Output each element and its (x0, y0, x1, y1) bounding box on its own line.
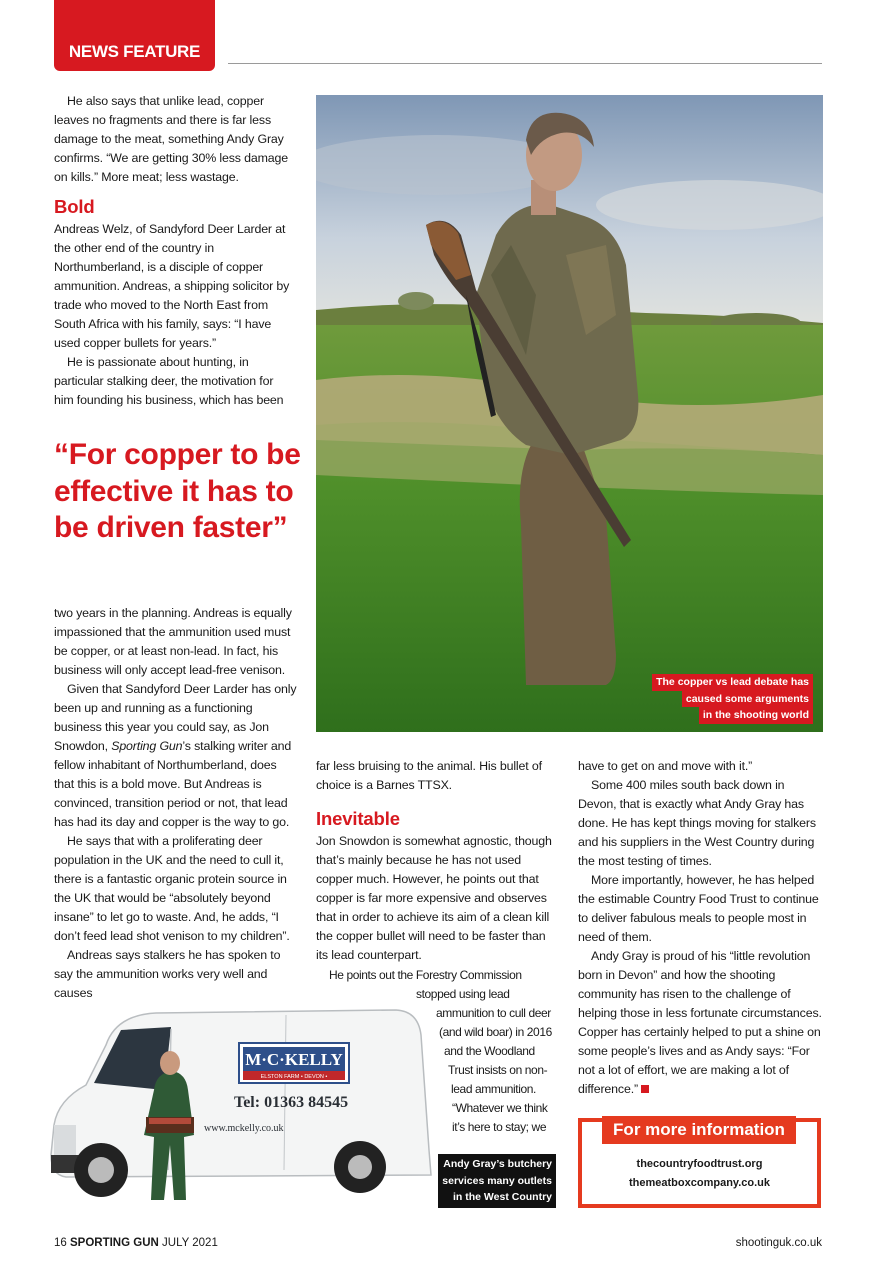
paragraph: far less bruising to the animal. His bullet of choice is a Barnes TTSX. (316, 759, 542, 792)
left-column-bottom (54, 604, 297, 1003)
paragraph: Jon Snowdon is somewhat agnostic, though that’s mainly because he has not used copper much. However, he points out that copper is far more expensive and observes that in order to achieve its aim of a clean kill the copper bullet will need to be faster than its lead counterpart. (316, 834, 552, 962)
header-rule (228, 63, 822, 64)
hunter-photo (316, 95, 823, 732)
footer-site[interactable]: shootinguk.co.uk (735, 1237, 822, 1249)
subheading-inevitable: Inevitable (316, 808, 400, 829)
section-tag: NEWS FEATURE (54, 0, 215, 71)
more-info-box (578, 1118, 821, 1208)
middle-column-wrap: He points out the Forestry Commission stopped using lead ammunition to cull deer (and wild boar) in 2016 and the Woodland Trust insists on non- lead ammunition. “Whatever we think it’s here to stay; we (329, 968, 552, 1134)
link-meatboxcompany[interactable]: themeatboxcompany.co.uk (629, 1177, 770, 1189)
paragraph: He says that with a proliferating deer population in the UK and the need to cull it, there is a fantastic organic protein source in the UK that would be “absolutely beyond insane” to let go to waste. And, he adds, “I don’t feed lead shot venison to my children”. (54, 834, 290, 943)
van-illustration (46, 1005, 436, 1210)
issue-date: JULY 2021 (162, 1237, 218, 1249)
subheading-bold: Bold (54, 196, 95, 217)
magazine-name: SPORTING GUN (70, 1237, 159, 1249)
photo-caption: The copper vs lead debate has caused some arguments in the shooting world (652, 674, 813, 724)
right-column (578, 757, 823, 1099)
paragraph: Some 400 miles south back down in Devon, that is exactly what Andy Gray has done. He has kept things moving for stalkers and his suppliers in the West Country during the most testing of times. (578, 778, 816, 868)
magazine-name-italic: Sporting Gun (111, 739, 183, 753)
paragraph: two years in the planning. Andreas is equally impassioned that the ammunition used must be copper, or at least non-lead. In fact, his business will only accept lead-free venison. (54, 606, 292, 677)
link-countryfoodtrust[interactable]: thecountryfoodtrust.org (636, 1158, 763, 1170)
more-info-title: For more information (602, 1116, 796, 1144)
paragraph: More importantly, however, he has helped the estimable Country Food Trust to continue to deliver fabulous meals to people most in need of them. (578, 873, 819, 944)
paragraph: have to get on and move with it.” (578, 759, 753, 773)
footer-left (54, 1237, 218, 1249)
page-number: 16 (54, 1237, 67, 1249)
van-subline: ELSTON FARM • DEVON • (260, 1074, 328, 1080)
hunter-illustration (316, 95, 823, 732)
pull-quote: “For copper to be effective it has to be driven faster” (54, 438, 301, 544)
van-caption: Andy Gray’s butchery services many outlets in the West Country (438, 1154, 556, 1208)
van-phone: Tel: 01363 84545 (234, 1094, 349, 1111)
paragraph: He also says that unlike lead, copper leaves no fragments and there is far less damage to the meat, something Andy Gray confirms. “We are getting 30% less damage on kills.” More meat; less wastage. (54, 94, 288, 184)
paragraph: Andreas Welz, of Sandyford Deer Larder at the other end of the country in Northumberland, is a disciple of copper ammunition. Andreas, a shipping solicitor by trade who moved to the North East from South Africa with his family, says: “I have used copper bullets for years.” (54, 222, 290, 350)
paragraph: He is passionate about hunting, in particular stalking deer, the motivation for him founding his business, which has been (54, 355, 284, 407)
paragraph: Andreas says stalkers he has spoken to say the ammunition works very well and causes (54, 948, 281, 1000)
left-column-top (54, 92, 296, 410)
paragraph: Andy Gray is proud of his “little revolution born in Devon” and how the shooting community has risen to the challenge of helping those in less fortunate circumstances. Copper has certainly helped to put a shine on some people’s lives and as Andy says: “For not a lot of effort, we are making a lot of difference.” (578, 949, 822, 1096)
end-mark (641, 1085, 649, 1093)
van-brand: M·C·KELLY (245, 1050, 343, 1069)
paragraph: Given that Sandyford Deer Larder has only been up and running as a functioning business this year you could say, as Jon Snowdon, Sporting Gun’s stalking writer and fellow inhabitant of Northumberland, does that this is a bold move. But Andreas is convinced, transition period or not, that lead has had its day and copper is the way to go. (54, 682, 297, 829)
middle-column (316, 757, 560, 965)
van-website: www.mckelly.co.uk (204, 1123, 284, 1134)
